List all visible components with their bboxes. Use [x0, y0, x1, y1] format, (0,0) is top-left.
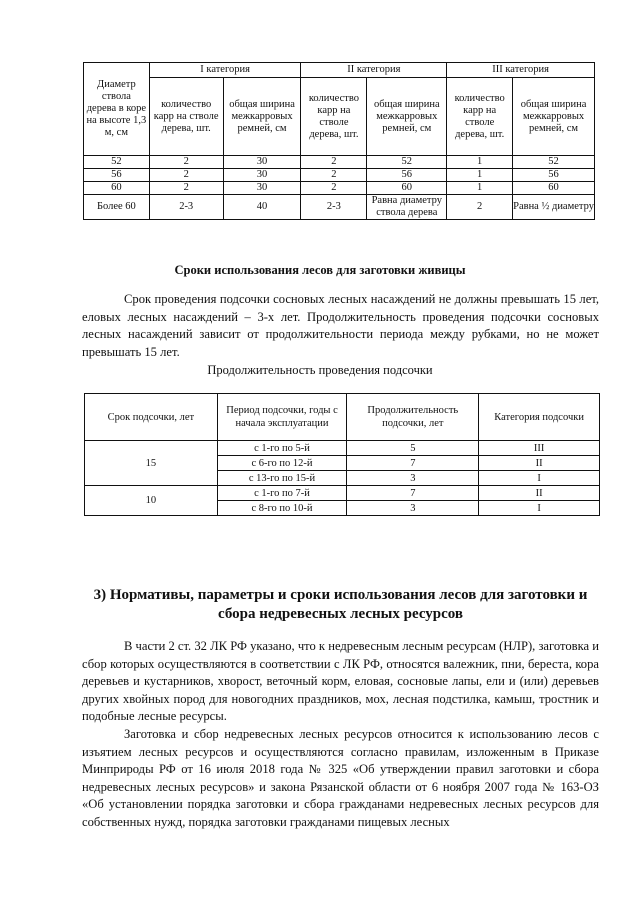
- count-subheader: количество карр на стволе дерева, шт.: [149, 78, 223, 156]
- width-cell: 60: [513, 182, 595, 195]
- category-header: Категория подсочки: [479, 394, 600, 441]
- period-cell: с 1-го по 5-й: [217, 441, 347, 456]
- category-cell: I: [479, 471, 600, 486]
- table-row: [85, 486, 600, 501]
- period-cell: с 6-го по 12-й: [217, 456, 347, 471]
- term-cell: 10: [85, 486, 218, 516]
- width-cell: 60: [367, 182, 447, 195]
- category-cell: II: [479, 456, 600, 471]
- table-row: [84, 169, 595, 182]
- period-header: Период подсочки, годы с начала эксплуатации: [217, 394, 347, 441]
- count-cell: 2: [301, 169, 367, 182]
- width-cell: 52: [513, 156, 595, 169]
- category-2-header: II категория: [301, 63, 447, 78]
- table-row: [84, 156, 595, 169]
- width-cell: 52: [367, 156, 447, 169]
- term-cell: 15: [85, 441, 218, 486]
- duration-cell: 7: [347, 486, 479, 501]
- duration-cell: 3: [347, 501, 479, 516]
- count-cell: 1: [447, 169, 513, 182]
- width-cell: 30: [223, 182, 301, 195]
- paragraph: В части 2 ст. 32 ЛК РФ указано, что к недревесным лесным ресурсам (НЛР), заготовка и сбор которых осуществляются в соответствии с ЛК РФ, относятся валежник, пни, береста, кора деревьев и кустарников, хворост, веточный корм, еловая, сосновые лапы, ели и (или) деревьев других хвойных пород для новогодних праздников, мох, лесная подстилка, камыш, тростник и подобные лесные ресурсы.: [82, 639, 599, 723]
- category-cell: I: [479, 501, 600, 516]
- term-header: Срок подсочки, лет: [85, 394, 218, 441]
- width-cell: 56: [367, 169, 447, 182]
- width-cell: 56: [513, 169, 595, 182]
- diameter-cell: 52: [84, 156, 150, 169]
- count-cell: 1: [447, 182, 513, 195]
- count-cell: 2: [149, 169, 223, 182]
- table-caption: Продолжительность проведения подсочки: [207, 363, 433, 377]
- duration-header: Продолжительность подсочки, лет: [347, 394, 479, 441]
- count-cell: 2: [447, 195, 513, 220]
- count-cell: 2: [301, 156, 367, 169]
- period-cell: с 13-го по 15-й: [217, 471, 347, 486]
- category-1-header: I категория: [149, 63, 301, 78]
- count-cell: 2: [301, 182, 367, 195]
- paragraph: Заготовка и сбор недревесных лесных ресурсов относится к использованию лесов с изъятием лесных ресурсов и осуществляются согласно правилам, изложенным в Приказе Минприроды РФ от 16 июля 2018 года № 325 «Об утверждении правил заготовки и сбора недревесных лесных ресурсов» и закона Рязанской области от 6 ноября 2007 года № 163-ОЗ «Об установлении порядка заготовки и сбора гражданами недревесных лесных ресурсов для собственных нужд, порядка заготовки гражданами пищевых лесных: [82, 727, 599, 829]
- count-cell: 2-3: [301, 195, 367, 220]
- diameter-cell: 56: [84, 169, 150, 182]
- section-title: Сроки использования лесов для заготовки живицы: [174, 263, 466, 277]
- category-cell: II: [479, 486, 600, 501]
- table-row: [84, 195, 595, 220]
- count-subheader: количество карр на стволе дерева, шт.: [301, 78, 367, 156]
- duration-cell: 3: [347, 471, 479, 486]
- table-row: [85, 441, 600, 456]
- period-cell: с 1-го по 7-й: [217, 486, 347, 501]
- count-cell: 2-3: [149, 195, 223, 220]
- width-cell: 30: [223, 156, 301, 169]
- width-subheader: общая ширина межкарровых ремней, см: [223, 78, 301, 156]
- diameter-cell: Более 60: [84, 195, 150, 220]
- count-cell: 2: [149, 182, 223, 195]
- width-cell: 30: [223, 169, 301, 182]
- count-cell: 1: [447, 156, 513, 169]
- width-subheader: общая ширина межкарровых ремней, см: [367, 78, 447, 156]
- resin-tapping-norms-table: [83, 62, 595, 220]
- diameter-cell: 60: [84, 182, 150, 195]
- category-3-header: III категория: [447, 63, 595, 78]
- category-cell: III: [479, 441, 600, 456]
- paragraph: Срок проведения подсочки сосновых лесных насаждений не должны превышать 15 лет, еловых лесных насаждений – 3-х лет. Продолжительность проведения подсочки сосновых лесных насаждений зависит от продолжительности периода между рубками, но не может превышать 15 лет.: [82, 292, 599, 359]
- table-row: [84, 182, 595, 195]
- duration-cell: 5: [347, 441, 479, 456]
- period-cell: с 8-го по 10-й: [217, 501, 347, 516]
- section-3-title: 3) Нормативы, параметры и сроки использования лесов для заготовки и сбора недревесных лесных ресурсов: [93, 587, 588, 622]
- count-cell: 2: [149, 156, 223, 169]
- diameter-header: Диаметр ствола дерева в коре на высоте 1,3 м, см: [84, 63, 150, 156]
- duration-cell: 7: [347, 456, 479, 471]
- width-subheader: общая ширина межкарровых ремней, см: [513, 78, 595, 156]
- width-cell: Равна диаметру ствола дерева: [367, 195, 447, 220]
- width-cell: Равна ½ диаметру: [513, 195, 595, 220]
- count-subheader: количество карр на стволе дерева, шт.: [447, 78, 513, 156]
- width-cell: 40: [223, 195, 301, 220]
- tapping-duration-table: [84, 393, 600, 516]
